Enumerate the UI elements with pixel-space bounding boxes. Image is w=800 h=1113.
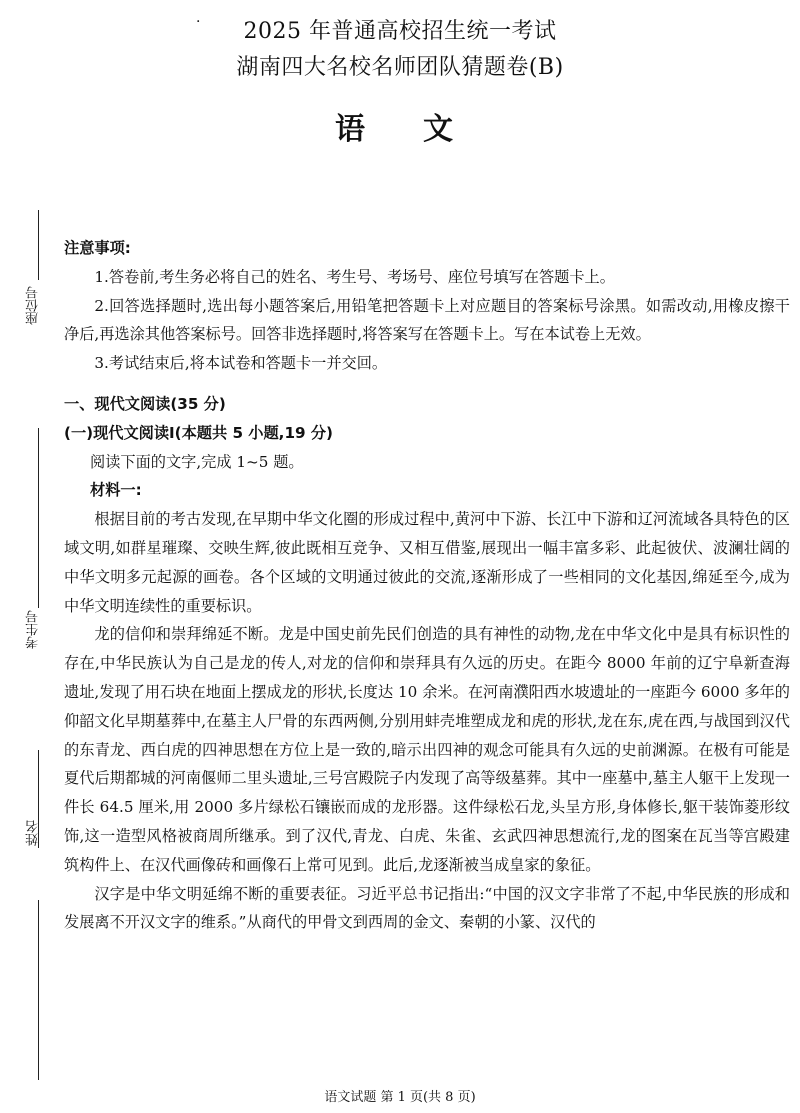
margin-line-bottom [38,900,39,1080]
material-label: 材料一: [90,481,142,500]
passage-paragraph-3: 汉字是中华文明延绵不断的重要表征。习近平总书记指出:“中国的汉文字非常了不起,中华民族的形成和发展离不开汉文字的维系。”从商代的甲骨文到西周的金文、秦朝的小篆、汉代的 [64,884,790,932]
margin-line-seat [38,210,39,280]
page-footer: 语文试题 第 1 页(共 8 页) [324,1090,476,1105]
notice-item-2: 2.回答选择题时,选出每小题答案后,用铅笔把答题卡上对应题目的答案标号涂黑。如需改动,用橡皮擦干净后,再选涂其他答案标号。回答非选择题时,将答案写在答题卡上。写在本试卷上无效。 [64,296,790,344]
binding-margin [22,210,44,1090]
margin-label-seat: 座位号 [26,286,41,325]
margin-label-name: 姓名 [26,820,41,846]
passage-paragraph-2: 龙的信仰和崇拜绵延不断。龙是中国史前先民们创造的具有神性的动物,龙在中华文化中是具有标识性的存在,中华民族认为自己是龙的传人,对龙的信仰和崇拜具有久远的历史。在距今 8000 年前的辽宁阜新查海遗址,发现了用石块在地面上摆成龙的形状,长度达 10 余米。在河南濮阳西水坡遗址的一座距今 6000 多年的仰韶文化早期墓葬中,在墓主人尸骨的东西两侧,分别用蚌壳堆塑成龙和虎的形状,龙在东,虎在西,与战国到汉代的东青龙、西白虎的四神思想在方位上是一致的,暗示出四神的观念可能具有久远的史前渊源。在极有可能是夏代后期都城的河南偃师二里头遗址,三号宫殿院子内发现了高等级墓葬。其中一座墓中,墓主人躯干上发现一件长 64.5 厘米,用 2000 多片绿松石镶嵌而成的龙形器。这件绿松石龙,头呈方形,身体修长,躯干装饰菱形纹饰,这一造型风格被商周所继承。到了汉代,青龙、白虎、朱雀、玄武四神思想流行,龙的图案在瓦当等宫殿建筑构件上、在汉代画像砖和画像石上常可见到。此后,龙逐渐被当成皇家的象征。 [64,625,790,874]
exam-title-line2: 湖南四大名校名师团队猜题卷(B) [236,55,564,80]
notice-item-3: 3.考试结束后,将本试卷和答题卡一并交回。 [94,354,388,373]
section-heading: 一、现代文阅读(35 分) [64,394,226,413]
section-sub-heading: (一)现代文阅读Ⅰ(本题共 5 小题,19 分) [64,423,333,442]
passage-paragraph-1: 根据目前的考古发现,在早期中华文化圈的形成过程中,黄河中下游、长江中下游和辽河流域各具特色的区域文明,如群星璀璨、交映生辉,彼此既相互竞争、又相互借鉴,展现出一幅丰富多彩、此起彼伏、波澜壮阔的中华文明多元起源的画卷。各个区域的文明通过彼此的交流,逐渐形成了一些相同的文化基因,绵延至今,成为中华文明连续性的重要标识。 [64,510,790,615]
header-dot: · [196,14,201,30]
notice-heading: 注意事项: [64,239,131,257]
margin-label-exam-no: 考生号 [26,610,41,649]
notice-item-1: 1.答卷前,考生务必将自己的姓名、考生号、考场号、座位号填写在答题卡上。 [94,267,615,286]
page-content [64,234,790,937]
margin-line-exam-no [38,428,39,608]
subject-title: 语文 [335,112,511,147]
exam-title-line1: 2025 年普通高校招生统一考试 [243,19,557,44]
section-instruction: 阅读下面的文字,完成 1~5 题。 [90,452,304,471]
